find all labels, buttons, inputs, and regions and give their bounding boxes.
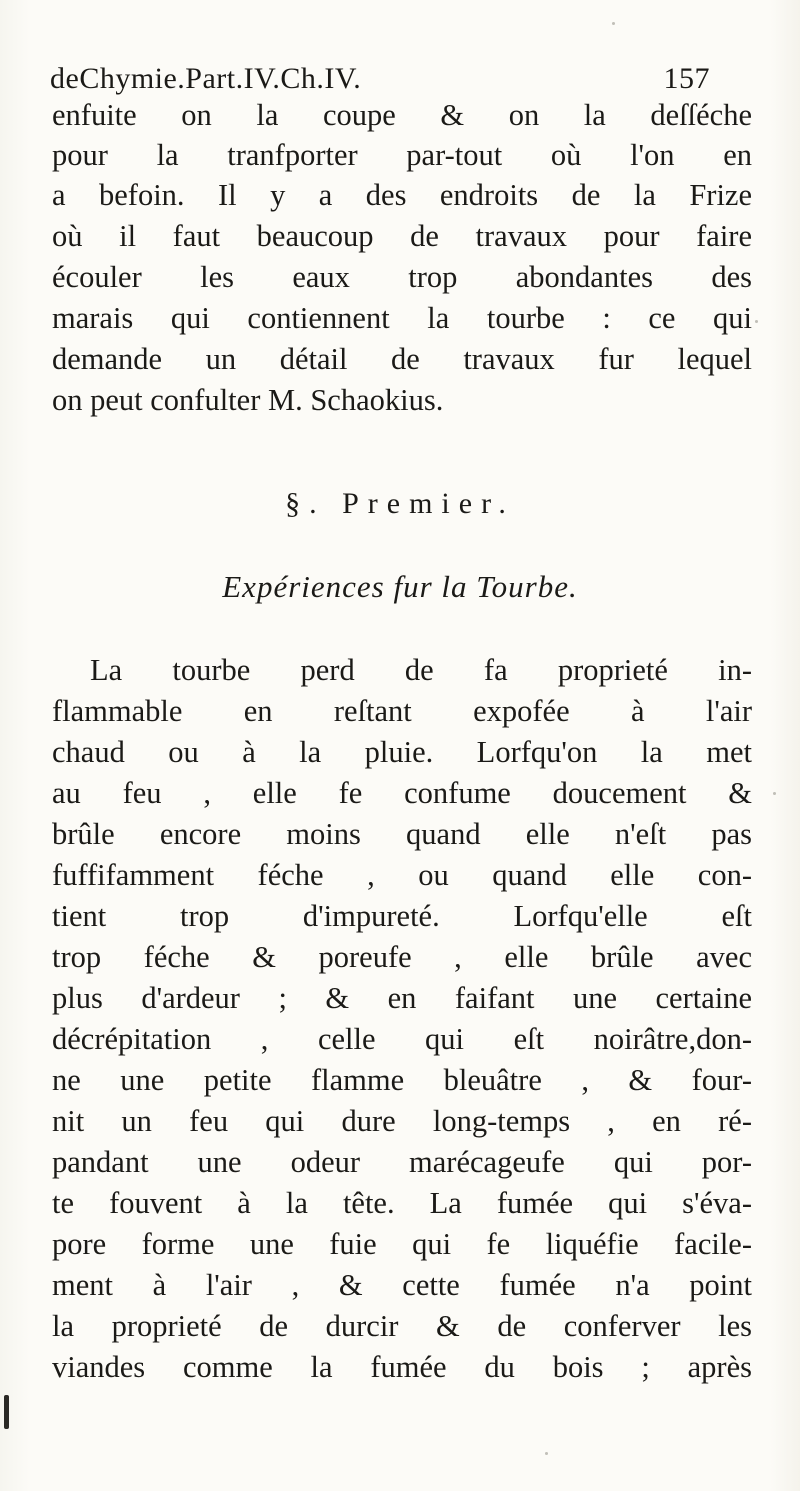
paper-speck <box>545 1452 548 1455</box>
text-line: flammable en reſtant expofée à l'air <box>52 694 752 728</box>
margin-mark <box>4 1395 9 1429</box>
text-line: décrépitation , celle qui eſt noirâtre,don- <box>52 1022 752 1056</box>
text-line: pandant une odeur marécageufe qui por- <box>52 1145 752 1179</box>
text-line: enfuite on la coupe & on la deſſéche <box>52 98 752 132</box>
text-line: a befoin. Il y a des endroits de la Frize <box>52 178 752 212</box>
text-line: au feu , elle fe confume doucement & <box>52 776 752 810</box>
text-line: te fouvent à la tête. La fumée qui s'éva- <box>52 1186 752 1220</box>
paper-speck <box>612 22 615 25</box>
text-line: pore forme une fuie qui fe liquéfie facile- <box>52 1227 752 1261</box>
text-line: trop féche & poreufe , elle brûle avec <box>52 940 752 974</box>
text-line: marais qui contiennent la tourbe : ce qui <box>52 301 752 335</box>
text-line: viandes comme la fumée du bois ; après <box>52 1350 752 1384</box>
page-number: 157 <box>663 62 710 95</box>
text-line: où il faut beaucoup de travaux pour faire <box>52 219 752 253</box>
text-line: écouler les eaux trop abondantes des <box>52 260 752 294</box>
paper-speck <box>755 320 758 323</box>
paper-speck <box>773 792 776 795</box>
text-line: ment à l'air , & cette fumée n'a point <box>52 1268 752 1302</box>
section-subheading: Expériences fur la Tourbe. <box>222 569 578 604</box>
text-line: ne une petite flamme bleuâtre , & four- <box>52 1063 752 1097</box>
text-line: plus d'ardeur ; & en faifant une certaine <box>52 981 752 1015</box>
text-line: la proprieté de durcir & de conferver les <box>52 1309 752 1343</box>
text-line: La tourbe perd de fa proprieté in- <box>90 653 752 687</box>
text-line: chaud ou à la pluie. Lorfqu'on la met <box>52 735 752 769</box>
text-line: brûle encore moins quand elle n'eſt pas <box>52 817 752 851</box>
running-head-title: deChymie.Part.IV.Ch.IV. <box>50 62 362 95</box>
text-line: on peut confulter M. Schaokius. <box>52 383 444 417</box>
section-heading: §. Premier. <box>285 487 515 520</box>
text-line: tient trop d'impureté. Lorfqu'elle eſt <box>52 899 752 933</box>
text-line: fuffifamment féche , ou quand elle con- <box>52 858 752 892</box>
text-line: demande un détail de travaux fur lequel <box>52 342 752 376</box>
text-line: nit un feu qui dure long-temps , en ré- <box>52 1104 752 1138</box>
text-line: pour la tranfporter par-tout où l'on en <box>52 138 752 172</box>
